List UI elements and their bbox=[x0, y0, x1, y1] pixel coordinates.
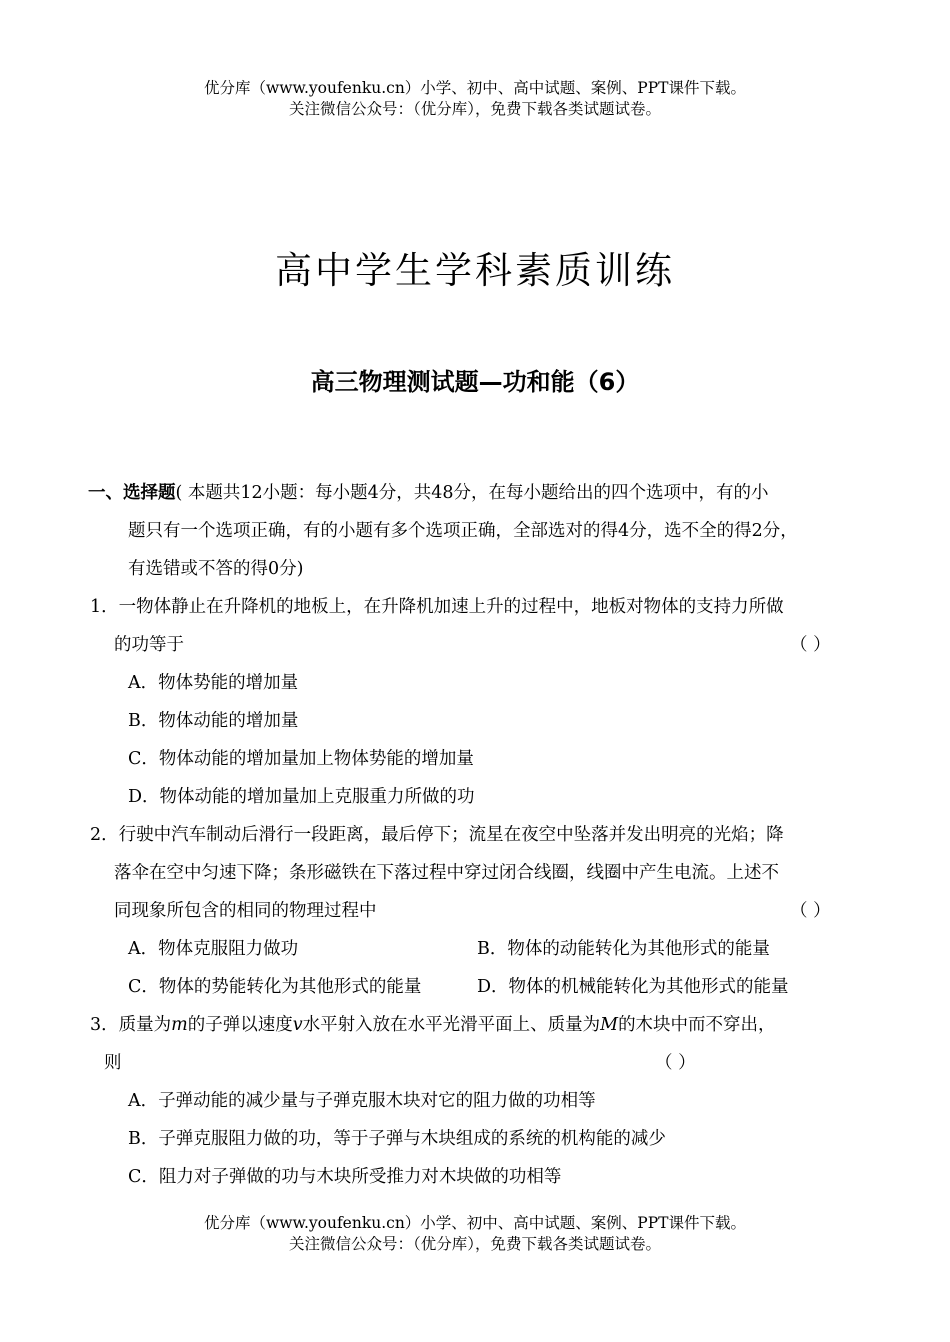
page-footer bbox=[0, 1213, 950, 1255]
q1-option-c: C．物体动能的增加量加上物体势能的增加量 bbox=[128, 749, 474, 769]
header-line-2: 关注微信公众号：（优分库），免费下载各类试题试卷。 bbox=[288, 100, 661, 118]
section-instructions-2: 题只有一个选项正确，有的小题有多个选项正确，全部选对的得4分，选不全的得2分， bbox=[128, 521, 798, 541]
q1-option-a: A．物体势能的增加量 bbox=[128, 673, 299, 693]
question-content bbox=[0, 474, 950, 1196]
q3-var-m: m bbox=[171, 1015, 188, 1035]
q2-stem-text: 同现象所包含的相同的物理过程中 bbox=[114, 901, 377, 921]
q1-option-d: D．物体动能的增加量加上克服重力所做的功 bbox=[128, 787, 475, 807]
footer-line-2: 关注微信公众号：（优分库），免费下载各类试题试卷。 bbox=[288, 1235, 661, 1253]
q3-stem-text: 则 bbox=[104, 1053, 122, 1073]
q1-option-b: B．物体动能的增加量 bbox=[128, 711, 299, 731]
q1-answer-blank[interactable]: （ ） bbox=[790, 635, 831, 655]
q3-answer-blank[interactable]: （ ） bbox=[655, 1053, 696, 1073]
q2-stem-line-2: 落伞在空中匀速下降；条形磁铁在下落过程中穿过闭合线圈，线圈中产生电流。上述不 bbox=[114, 863, 779, 883]
q1-stem-text: 的功等于 bbox=[114, 635, 184, 655]
q3-stem-line-2 bbox=[0, 1044, 950, 1082]
q2-options-row-1 bbox=[0, 930, 950, 968]
q3-option-a: A．子弹动能的减少量与子弹克服木块对它的阻力做的功相等 bbox=[128, 1091, 596, 1111]
page-header bbox=[0, 78, 950, 120]
q2-options-row-2 bbox=[0, 968, 950, 1006]
q2-answer-blank[interactable]: （ ） bbox=[790, 901, 831, 921]
q3-var-M: M bbox=[600, 1015, 619, 1035]
q3-stem-part-1: 3．质量为 bbox=[90, 1015, 172, 1035]
header-line-1: 优分库（www.youfenku.cn）小学、初中、高中试题、案例、PPT课件下载。 bbox=[203, 79, 747, 97]
page-title: 高中学生学科素质训练 bbox=[275, 249, 675, 292]
q3-var-v: v bbox=[292, 1015, 303, 1035]
q2-option-b: B．物体的动能转化为其他形式的能量 bbox=[477, 939, 770, 959]
section-intro-line-1 bbox=[0, 474, 950, 512]
q3-option-c: C．阻力对子弹做的功与木块所受推力对木块做的功相等 bbox=[128, 1167, 562, 1187]
footer-line-1: 优分库（www.youfenku.cn）小学、初中、高中试题、案例、PPT课件下载。 bbox=[203, 1214, 747, 1232]
q3-stem-part-3: 水平射入放在水平光滑平面上、质量为 bbox=[302, 1015, 601, 1035]
q3-option-b: B．子弹克服阻力做的功，等于子弹与木块组成的系统的机构能的减少 bbox=[128, 1129, 666, 1149]
q3-stem-line-1 bbox=[0, 1006, 950, 1044]
q1-stem-line-2 bbox=[0, 626, 950, 664]
q2-stem-line-3 bbox=[0, 892, 950, 930]
page-subtitle: 高三物理测试题—功和能（6） bbox=[310, 368, 640, 396]
q2-option-a: A．物体克服阻力做功 bbox=[128, 939, 299, 959]
section-instructions-1: ( 本题共12小题：每小题4分，共48分，在每小题给出的四个选项中，有的小 bbox=[175, 483, 769, 503]
section-heading: 一、选择题 bbox=[88, 483, 176, 503]
q1-stem-line-1: 1．一物体静止在升降机的地板上，在升降机加速上升的过程中，地板对物体的支持力所做 bbox=[90, 597, 784, 617]
q3-stem-part-4: 的木块中而不穿出， bbox=[618, 1015, 776, 1035]
q2-option-c: C．物体的势能转化为其他形式的能量 bbox=[128, 977, 422, 997]
q2-option-d: D．物体的机械能转化为其他形式的能量 bbox=[477, 977, 789, 997]
q3-stem-part-2: 的子弹以速度 bbox=[187, 1015, 293, 1035]
section-instructions-3: 有选错或不答的得0分) bbox=[128, 559, 304, 579]
q2-stem-line-1: 2．行驶中汽车制动后滑行一段距离，最后停下；流星在夜空中坠落并发出明亮的光焰；降 bbox=[90, 825, 784, 845]
